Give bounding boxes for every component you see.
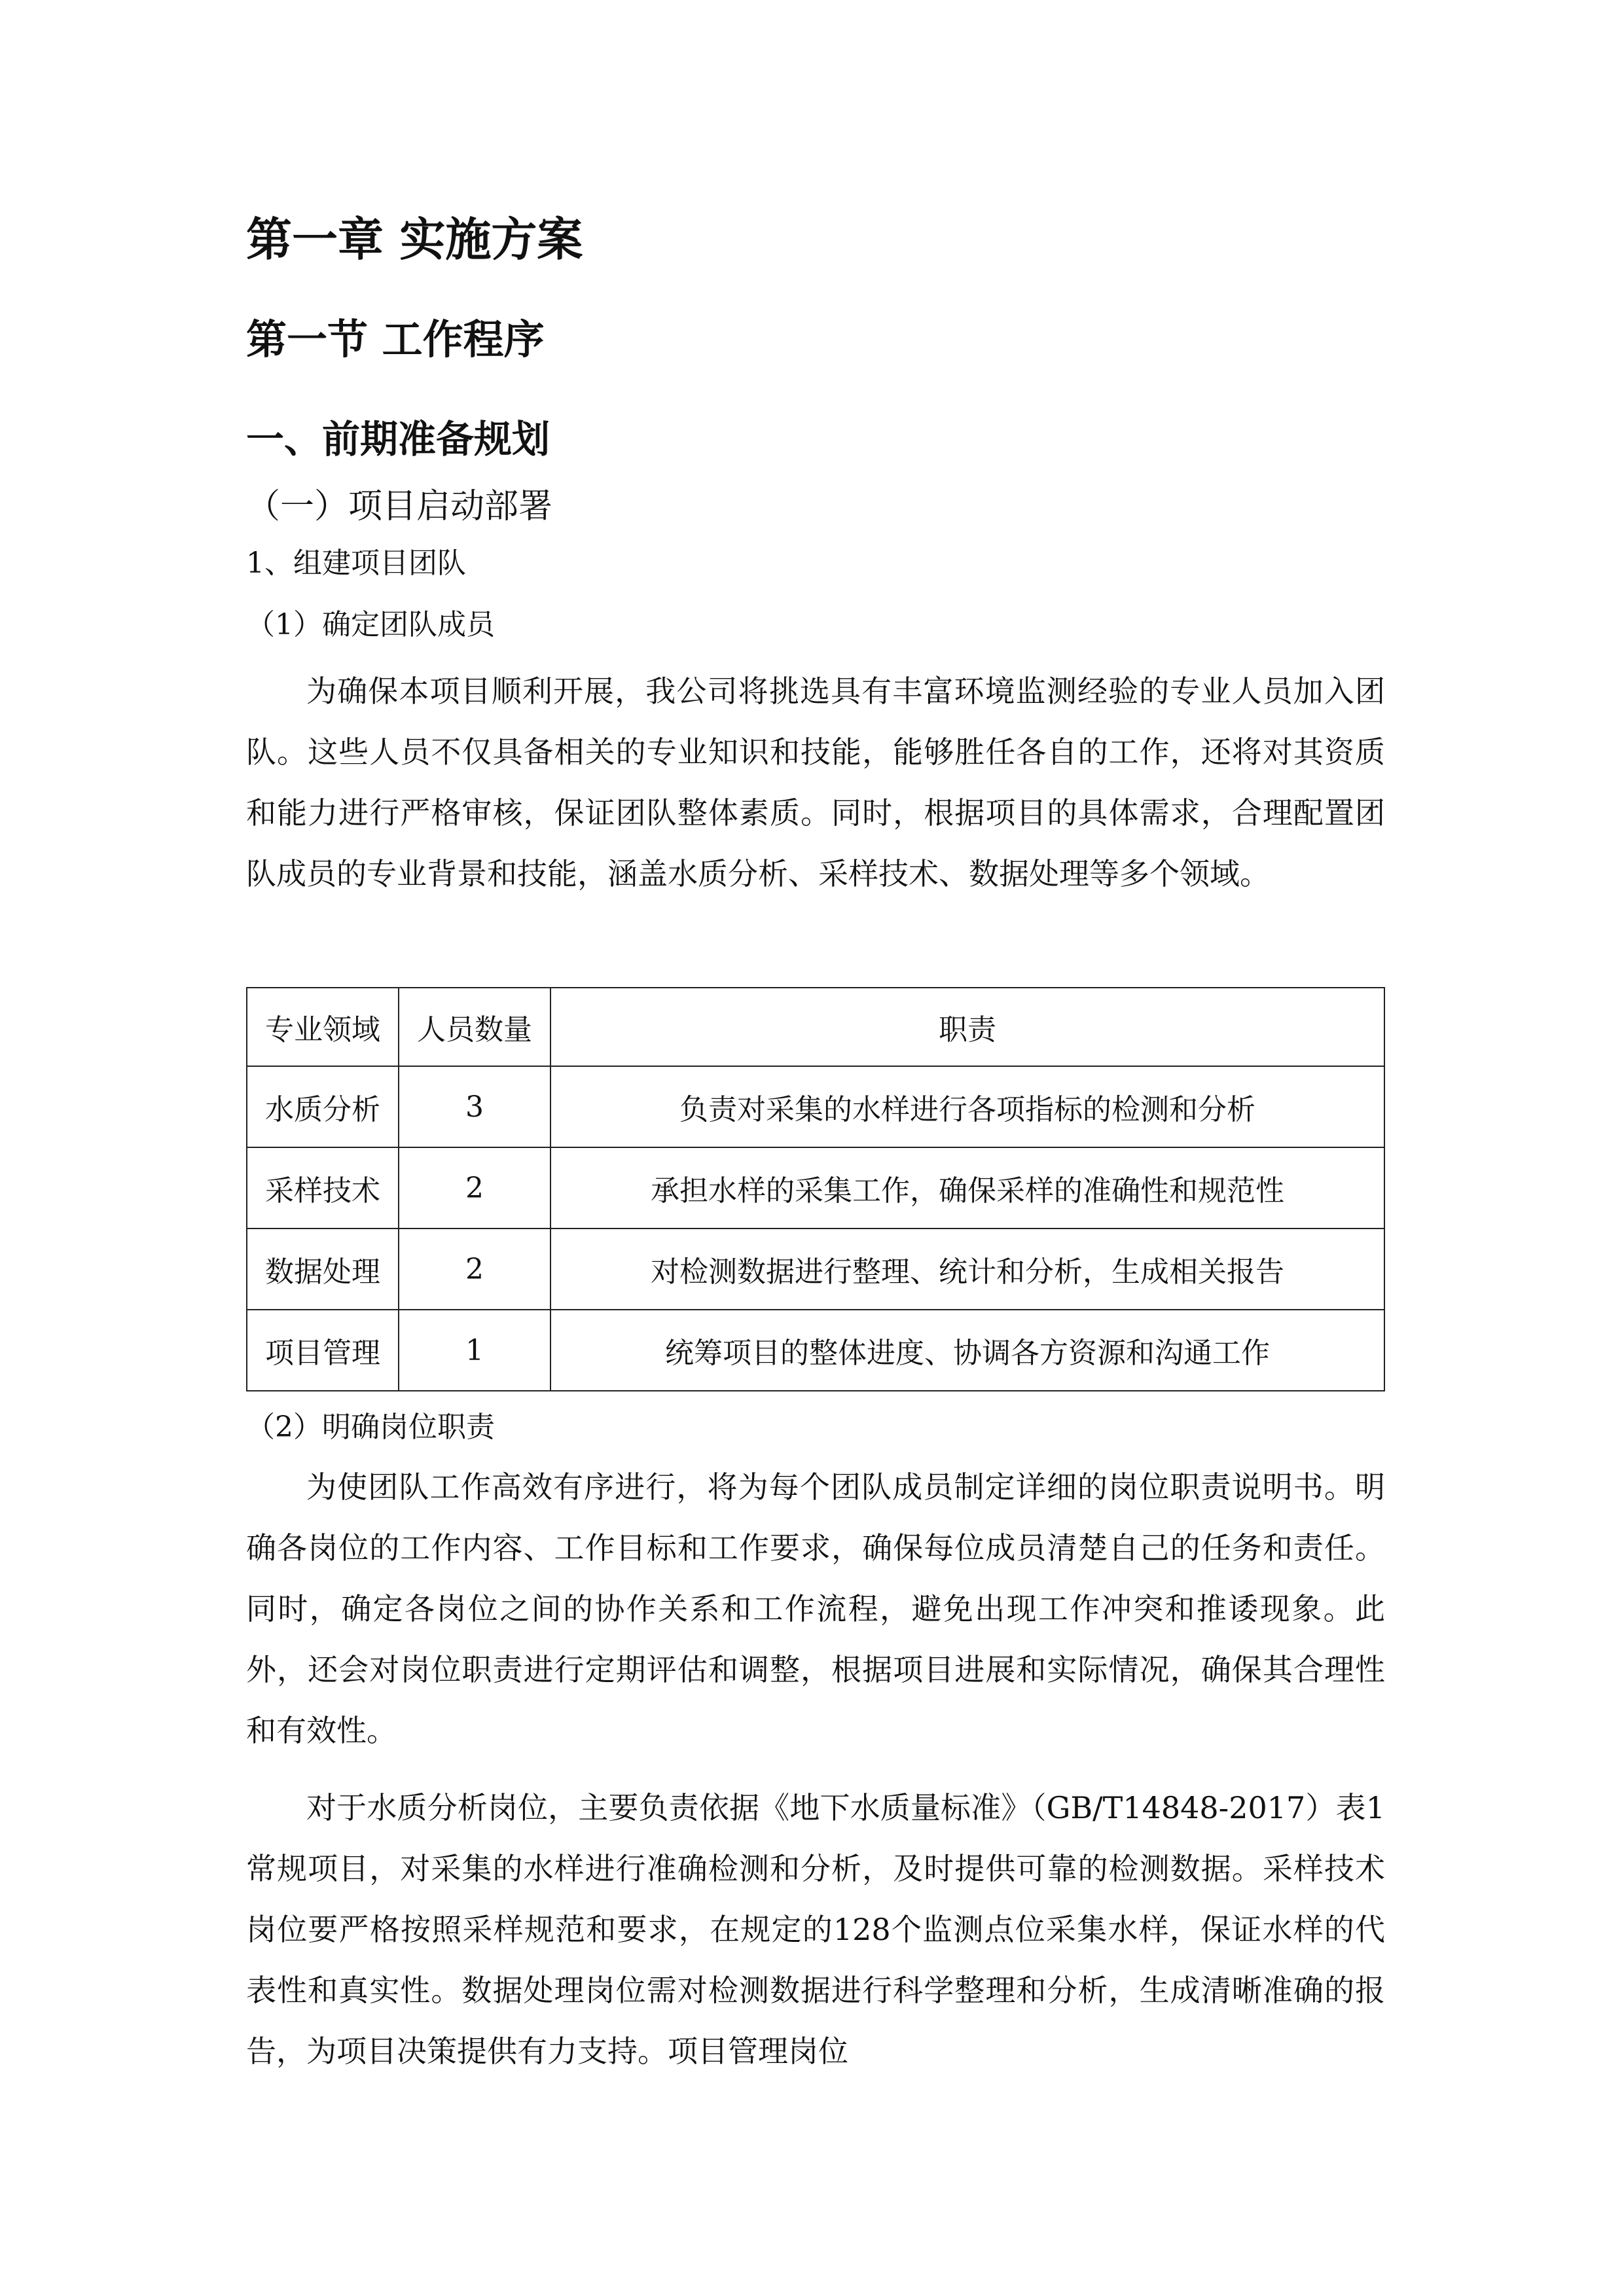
table-cell-area: 采样技术 xyxy=(247,1147,399,1229)
table-cell-area: 水质分析 xyxy=(247,1066,399,1147)
table-header-row xyxy=(247,988,1384,1066)
table-header-cell: 职责 xyxy=(550,988,1384,1066)
subsection-title: 一、前期准备规划 xyxy=(246,417,550,461)
table-row xyxy=(247,1066,1384,1147)
sub-item-title-1: （1）确定团队成员 xyxy=(246,608,495,641)
table-header-cell: 专业领域 xyxy=(247,988,399,1066)
section-title: 第一节 工作程序 xyxy=(246,315,545,363)
table-cell-duty: 承担水样的采集工作，确保采样的准确性和规范性 xyxy=(550,1147,1384,1229)
table-cell-count: 1 xyxy=(399,1310,550,1391)
table-header-cell: 人员数量 xyxy=(399,988,550,1066)
sub-subsection-title: （一）项目启动部署 xyxy=(246,487,553,526)
table-cell-count: 2 xyxy=(399,1229,550,1310)
table-cell-duty: 对检测数据进行整理、统计和分析，生成相关报告 xyxy=(550,1229,1384,1310)
sub-item-title-2: （2）明确岗位职责 xyxy=(246,1410,495,1444)
paragraph-job-duties: 为使团队工作高效有序进行，将为每个团队成员制定详细的岗位职责说明书。明确各岗位的工作内容、工作目标和工作要求，确保每位成员清楚自己的任务和责任。同时，确定各岗位之间的协作关系和工作流程，避免出现工作冲突和推诿现象。此外，还会对岗位职责进行定期评估和调整，根据项目进展和实际情况，确保其合理性和有效性。 xyxy=(246,1469,1385,1748)
staff-table xyxy=(246,987,1385,1391)
table-cell-area: 项目管理 xyxy=(247,1310,399,1391)
table-row xyxy=(247,1147,1384,1229)
table-cell-area: 数据处理 xyxy=(247,1229,399,1310)
table-cell-count: 2 xyxy=(399,1147,550,1229)
item-title: 1、组建项目团队 xyxy=(246,547,466,580)
table-cell-duty: 负责对采集的水样进行各项指标的检测和分析 xyxy=(550,1066,1384,1147)
table-cell-count: 3 xyxy=(399,1066,550,1147)
paragraph-team-members: 为确保本项目顺利开展，我公司将挑选具有丰富环境监测经验的专业人员加入团队。这些人员不仅具备相关的专业知识和技能，能够胜任各自的工作，还将对其资质和能力进行严格审核，保证团队整体素质。同时，根据项目的具体需求，合理配置团队成员的专业背景和技能，涵盖水质分析、采样技术、数据处理等多个领域。 xyxy=(246,673,1385,891)
chapter-title: 第一章 实施方案 xyxy=(246,213,583,266)
table-cell-duty: 统筹项目的整体进度、协调各方资源和沟通工作 xyxy=(550,1310,1384,1391)
table-row xyxy=(247,1310,1384,1391)
table-row xyxy=(247,1229,1384,1310)
paragraph-role-details: 对于水质分析岗位，主要负责依据《地下水质量标准》（GB/T14848-2017）表1常规项目，对采集的水样进行准确检测和分析，及时提供可靠的检测数据。采样技术岗位要严格按照采样规范和要求，在规定的128个监测点位采集水样，保证水样的代表性和真实性。数据处理岗位需对检测数据进行科学整理和分析，生成清晰准确的报告，为项目决策提供有力支持。项目管理岗位 xyxy=(246,1790,1385,2069)
